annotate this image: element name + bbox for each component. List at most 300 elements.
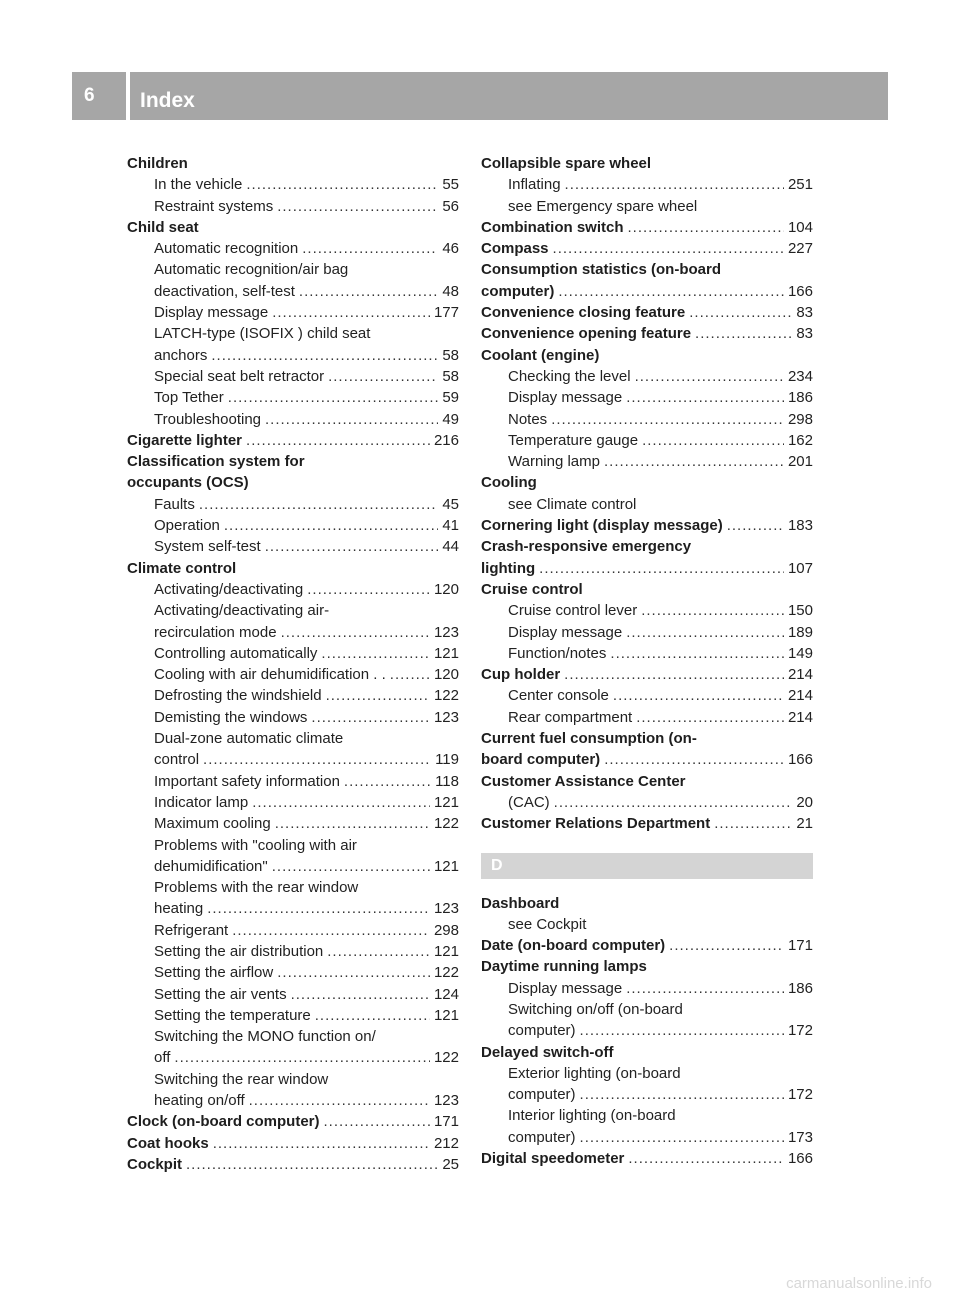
- page-ref: 150: [787, 602, 813, 620]
- entry-text: LATCH-type (ISOFIX ) child seat: [154, 325, 371, 343]
- entry-text: Top Tether: [154, 389, 224, 407]
- index-subentry: [127, 259, 459, 280]
- entry-text: see Emergency spare wheel: [508, 197, 698, 215]
- dot-leader: [553, 238, 784, 259]
- dot-leader: [272, 856, 430, 877]
- header-divider: [126, 72, 130, 120]
- index-subentry: [127, 664, 459, 685]
- dot-leader: [246, 430, 430, 451]
- index-subentry: [127, 345, 459, 366]
- entry-text: Crash-responsive emergency: [481, 538, 692, 556]
- dot-leader: [228, 387, 439, 408]
- entry-text: Activating/deactivating air-: [154, 602, 330, 620]
- page-ref: 173: [787, 1128, 813, 1146]
- dot-leader: [232, 920, 430, 941]
- index-subentry: [127, 1047, 459, 1068]
- entry-text: heating: [154, 900, 204, 918]
- page-ref: 46: [442, 240, 459, 258]
- index-entry: [481, 472, 813, 493]
- page-ref: 216: [433, 431, 459, 449]
- entry-text: Classification system for: [127, 453, 305, 471]
- index-subentry: [481, 707, 813, 728]
- index-subentry: [127, 813, 459, 834]
- dot-leader: [539, 558, 784, 579]
- dot-leader: [628, 1148, 784, 1169]
- index-subentry: [481, 1063, 813, 1084]
- index-entry: [481, 935, 813, 956]
- dot-leader: [291, 984, 430, 1005]
- index-subentry: [127, 728, 459, 749]
- page-ref: 123: [433, 623, 459, 641]
- entry-text: Checking the level: [508, 367, 631, 385]
- dot-leader: [626, 622, 784, 643]
- entry-text: Warning lamp: [508, 453, 600, 471]
- dot-leader: [224, 515, 438, 536]
- page-ref: 55: [442, 176, 459, 194]
- page-ref: 186: [787, 979, 813, 997]
- index-entry: [127, 472, 459, 493]
- entry-text: Setting the airflow: [154, 964, 274, 982]
- entry-text: Notes: [508, 410, 548, 428]
- dot-leader: [207, 898, 430, 919]
- index-subentry: [481, 1020, 813, 1041]
- index-entry: [127, 153, 459, 174]
- dot-leader: [213, 1133, 430, 1154]
- page-ref: 177: [433, 304, 459, 322]
- dot-leader: [277, 196, 438, 217]
- entry-text: Combination switch: [481, 218, 624, 236]
- index-subentry: [127, 600, 459, 621]
- dot-leader: [277, 962, 430, 983]
- index-entry: [481, 1042, 813, 1063]
- index-subentry: [481, 914, 813, 935]
- entry-text: Operation: [154, 517, 220, 535]
- dot-leader: [324, 1111, 430, 1132]
- index-subentry: [127, 387, 459, 408]
- entry-text: Delayed switch-off: [481, 1043, 614, 1061]
- dot-leader: [344, 771, 431, 792]
- entry-text: Convenience closing feature: [481, 304, 686, 322]
- page-ref: 49: [442, 410, 459, 428]
- index-subentry: [481, 451, 813, 472]
- entry-text: Customer Assistance Center: [481, 772, 686, 790]
- page-ref: 166: [787, 751, 813, 769]
- dot-leader: [580, 1127, 784, 1148]
- page-ref: 124: [433, 985, 459, 1003]
- entry-text: Maximum cooling: [154, 815, 271, 833]
- dot-leader: [252, 792, 430, 813]
- entry-text: Display message: [508, 979, 623, 997]
- entry-text: Switching the rear window: [154, 1070, 329, 1088]
- index-subentry: [127, 856, 459, 877]
- entry-text: Automatic recognition: [154, 240, 299, 258]
- page-ref: 149: [787, 644, 813, 662]
- page-ref: 58: [442, 346, 459, 364]
- entry-text: Indicator lamp: [154, 793, 249, 811]
- dot-leader: [186, 1154, 438, 1175]
- entry-text: System self-test: [154, 538, 261, 556]
- index-subentry: [127, 494, 459, 515]
- dot-leader: [669, 935, 784, 956]
- watermark: carmanualsonline.info: [786, 1275, 932, 1292]
- entry-text: Temperature gauge: [508, 431, 639, 449]
- entry-text: board computer): [481, 751, 601, 769]
- entry-text: Cup holder: [481, 666, 561, 684]
- index-subentry: [127, 366, 459, 387]
- dot-leader: [265, 409, 438, 430]
- entry-text: Consumption statistics (on-board: [481, 261, 721, 279]
- page-ref: 21: [796, 815, 813, 833]
- entry-text: Cooling with air dehumidification . .: [154, 666, 386, 684]
- page-ref: 121: [433, 793, 459, 811]
- dot-leader: [174, 1047, 430, 1068]
- page-ref: 214: [787, 687, 813, 705]
- index-subentry: [127, 1090, 459, 1111]
- index-subentry: [481, 685, 813, 706]
- entry-text: control: [154, 751, 200, 769]
- index-entry: [481, 238, 813, 259]
- page-ref: 123: [433, 900, 459, 918]
- page-ref: 58: [442, 367, 459, 385]
- entry-text: Setting the air vents: [154, 985, 287, 1003]
- page-ref: 45: [442, 495, 459, 513]
- entry-text: Rear compartment: [508, 708, 633, 726]
- index-entry: [481, 1148, 813, 1169]
- index-subentry: [127, 409, 459, 430]
- entry-text: deactivation, self-test: [154, 282, 295, 300]
- entry-text: Refrigerant: [154, 921, 229, 939]
- entry-text: Setting the temperature: [154, 1006, 311, 1024]
- index-entry: [481, 664, 813, 685]
- entry-text: dehumidification": [154, 857, 268, 875]
- entry-text: Problems with "cooling with air: [154, 836, 357, 854]
- index-subentry: [127, 920, 459, 941]
- entry-text: computer): [508, 1128, 576, 1146]
- entry-text: In the vehicle: [154, 176, 243, 194]
- entry-text: computer): [508, 1086, 576, 1104]
- index-subentry: [127, 302, 459, 323]
- dot-leader: [635, 366, 784, 387]
- entry-text: Climate control: [127, 559, 237, 577]
- index-subentry: [481, 494, 813, 515]
- index-entry: [481, 302, 813, 323]
- index-subentry: [481, 1084, 813, 1105]
- entry-text: anchors: [154, 346, 208, 364]
- page-ref: 172: [787, 1022, 813, 1040]
- index-subentry: [127, 281, 459, 302]
- dot-leader: [249, 1090, 430, 1111]
- index-entry: [481, 771, 813, 792]
- dot-leader: [642, 430, 784, 451]
- index-entry: [127, 1111, 459, 1132]
- page-ref: 107: [787, 559, 813, 577]
- index-subentry: [127, 898, 459, 919]
- entry-text: Troubleshooting: [154, 410, 262, 428]
- index-subentry: [481, 792, 813, 813]
- page-ref: 48: [442, 282, 459, 300]
- entry-text: Collapsible spare wheel: [481, 155, 652, 172]
- index-entry: [481, 579, 813, 600]
- index-subentry: [127, 323, 459, 344]
- dot-leader: [211, 345, 438, 366]
- index-entry: [481, 536, 813, 557]
- page-ref: 298: [433, 921, 459, 939]
- dot-leader: [326, 685, 430, 706]
- page-ref: 172: [787, 1086, 813, 1104]
- index-entry: [481, 515, 813, 536]
- entry-text: Children: [127, 155, 188, 172]
- index-entry: [127, 430, 459, 451]
- entry-text: Exterior lighting (on-board: [508, 1064, 681, 1082]
- section-header: [481, 853, 813, 879]
- index-subentry: [127, 962, 459, 983]
- dot-leader: [580, 1020, 784, 1041]
- page-ref: 298: [787, 410, 813, 428]
- page-number: 6: [84, 85, 95, 106]
- dot-leader: [626, 387, 784, 408]
- index-subentry: [127, 877, 459, 898]
- index-subentry: [127, 792, 459, 813]
- index-subentry: [481, 622, 813, 643]
- index-subentry: [481, 174, 813, 195]
- entry-text: Inflating: [508, 176, 561, 194]
- entry-text: Cornering light (display message): [481, 517, 723, 535]
- entry-text: Dual-zone automatic climate: [154, 730, 344, 748]
- index-column-left: [127, 153, 459, 1175]
- entry-text: recirculation mode: [154, 623, 277, 641]
- index-subentry: [127, 622, 459, 643]
- dot-leader: [689, 302, 792, 323]
- entry-text: Daytime running lamps: [481, 958, 647, 976]
- page-ref: 20: [796, 793, 813, 811]
- page-ref: 122: [433, 964, 459, 982]
- dot-leader: [558, 281, 784, 302]
- dot-leader: [554, 792, 793, 813]
- index-entry: [481, 153, 813, 174]
- index-subentry: [127, 771, 459, 792]
- entry-text: Customer Relations Department: [481, 815, 711, 833]
- index-subentry: [481, 643, 813, 664]
- entry-text: see Cockpit: [508, 915, 587, 933]
- page-header: [72, 72, 888, 120]
- index-entry: [127, 1133, 459, 1154]
- dot-leader: [311, 707, 430, 728]
- entry-text: lighting: [481, 559, 536, 577]
- page-ref: 121: [433, 857, 459, 875]
- entry-text: heating on/off: [154, 1092, 245, 1110]
- dot-leader: [390, 664, 430, 685]
- index-subentry: [127, 536, 459, 557]
- entry-text: Current fuel consumption (on-: [481, 730, 697, 748]
- dot-leader: [604, 749, 784, 770]
- index-subentry: [127, 1005, 459, 1026]
- page-ref: 121: [433, 942, 459, 960]
- page-ref: 83: [796, 304, 813, 322]
- page-ref: 56: [442, 197, 459, 215]
- entry-text: Setting the air distribution: [154, 942, 324, 960]
- page-ref: 59: [442, 389, 459, 407]
- page-ref: 166: [787, 1150, 813, 1168]
- entry-text: Child seat: [127, 218, 199, 236]
- page-ref: 201: [787, 453, 813, 471]
- entry-text: Display message: [508, 623, 623, 641]
- entry-text: Switching on/off (on-board: [508, 1000, 683, 1018]
- page-ref: 189: [787, 623, 813, 641]
- index-subentry: [127, 196, 459, 217]
- entry-text: Restraint systems: [154, 197, 274, 215]
- dot-leader: [636, 707, 784, 728]
- index-entry: [481, 345, 813, 366]
- entry-text: Cooling: [481, 474, 537, 492]
- index-subentry: [127, 238, 459, 259]
- page-ref: 44: [442, 538, 459, 556]
- entry-text: Compass: [481, 240, 549, 258]
- index-subentry: [481, 430, 813, 451]
- dot-leader: [246, 174, 438, 195]
- entry-text: Defrosting the windshield: [154, 687, 322, 705]
- index-entry: [481, 323, 813, 344]
- index-entry: [481, 813, 813, 834]
- index-column-right: [481, 153, 813, 1169]
- dot-leader: [307, 579, 430, 600]
- entry-text: (CAC): [508, 793, 550, 811]
- index-subentry: [481, 1127, 813, 1148]
- page-ref: 122: [433, 815, 459, 833]
- page-ref: 122: [433, 1049, 459, 1067]
- entry-text: Coolant (engine): [481, 346, 600, 364]
- entry-text: Display message: [154, 304, 269, 322]
- entry-text: Date (on-board computer): [481, 937, 666, 955]
- index-entry: [481, 558, 813, 579]
- page-ref: 171: [787, 937, 813, 955]
- dot-leader: [321, 643, 430, 664]
- dot-leader: [203, 749, 431, 770]
- entry-text: Center console: [508, 687, 609, 705]
- dot-leader: [328, 366, 438, 387]
- index-entry: [481, 749, 813, 770]
- entry-text: see Climate control: [508, 495, 637, 513]
- entry-text: Controlling automatically: [154, 644, 318, 662]
- dot-leader: [604, 451, 784, 472]
- dot-leader: [610, 643, 784, 664]
- entry-text: Display message: [508, 389, 623, 407]
- index-subentry: [481, 387, 813, 408]
- page-ref: 212: [433, 1134, 459, 1152]
- page-ref: 183: [787, 517, 813, 535]
- entry-text: Important safety information: [154, 772, 340, 790]
- index-subentry: [481, 978, 813, 999]
- page-ref: 83: [796, 325, 813, 343]
- dot-leader: [199, 494, 438, 515]
- index-subentry: [127, 685, 459, 706]
- dot-leader: [299, 281, 438, 302]
- index-subentry: [127, 1026, 459, 1047]
- entry-text: Cruise control: [481, 580, 583, 598]
- index-entry: [127, 1154, 459, 1175]
- page-ref: 186: [787, 389, 813, 407]
- entry-text: Clock (on-board computer): [127, 1113, 320, 1131]
- page-ref: 119: [435, 751, 459, 769]
- entry-text: Interior lighting (on-board: [508, 1107, 676, 1125]
- entry-text: Demisting the windows: [154, 708, 308, 726]
- index-subentry: [481, 409, 813, 430]
- index-subentry: [127, 707, 459, 728]
- entry-text: Special seat belt retractor: [154, 367, 325, 385]
- dot-leader: [315, 1005, 430, 1026]
- page-ref: 25: [442, 1155, 459, 1173]
- index-entry: [481, 259, 813, 280]
- dot-leader: [714, 813, 792, 834]
- index-entry: [481, 217, 813, 238]
- entry-text: Cockpit: [127, 1155, 183, 1173]
- index-entry: [481, 728, 813, 749]
- entry-text: Dashboard: [481, 894, 560, 912]
- index-subentry: [127, 835, 459, 856]
- dot-leader: [302, 238, 438, 259]
- page-title: Index: [140, 89, 195, 112]
- dot-leader: [613, 685, 784, 706]
- section-letter: D: [491, 856, 503, 874]
- dot-leader: [564, 664, 784, 685]
- index-entry: [481, 893, 813, 914]
- index-subentry: [481, 600, 813, 621]
- page-ref: 121: [433, 644, 459, 662]
- index-entry: [127, 558, 459, 579]
- page-ref: 227: [787, 240, 813, 258]
- entry-text: Switching the MONO function on/: [154, 1028, 376, 1046]
- dot-leader: [580, 1084, 784, 1105]
- page-ref: 121: [433, 1006, 459, 1024]
- index-subentry: [481, 196, 813, 217]
- page-ref: 122: [433, 687, 459, 705]
- dot-leader: [281, 622, 430, 643]
- entry-text: Faults: [154, 495, 195, 513]
- index-entry: [127, 451, 459, 472]
- entry-text: computer): [508, 1022, 576, 1040]
- page-ref: 120: [433, 580, 459, 598]
- entry-text: Cigarette lighter: [127, 431, 243, 449]
- page-ref: 162: [787, 431, 813, 449]
- page-ref: 234: [787, 367, 813, 385]
- entry-text: Function/notes: [508, 644, 607, 662]
- page-ref: 166: [787, 282, 813, 300]
- page-ref: 251: [787, 176, 813, 194]
- index-subentry: [127, 515, 459, 536]
- index-subentry: [481, 1105, 813, 1126]
- index-subentry: [127, 749, 459, 770]
- page-ref: 118: [435, 772, 459, 790]
- dot-leader: [695, 323, 792, 344]
- entry-text: Coat hooks: [127, 1134, 209, 1152]
- entry-text: Automatic recognition/air bag: [154, 261, 349, 279]
- page-ref: 120: [433, 666, 459, 684]
- entry-text: occupants (OCS): [127, 474, 249, 492]
- dot-leader: [628, 217, 784, 238]
- index-entry: [481, 956, 813, 977]
- page-ref: 214: [787, 666, 813, 684]
- entry-text: Cruise control lever: [508, 602, 638, 620]
- index-subentry: [127, 1069, 459, 1090]
- index-subentry: [127, 984, 459, 1005]
- entry-text: off: [154, 1049, 171, 1067]
- index-subentry: [481, 366, 813, 387]
- dot-leader: [275, 813, 430, 834]
- dot-leader: [565, 174, 784, 195]
- dot-leader: [641, 600, 784, 621]
- entry-text: Activating/deactivating: [154, 580, 304, 598]
- index-subentry: [127, 941, 459, 962]
- entry-text: Convenience opening feature: [481, 325, 692, 343]
